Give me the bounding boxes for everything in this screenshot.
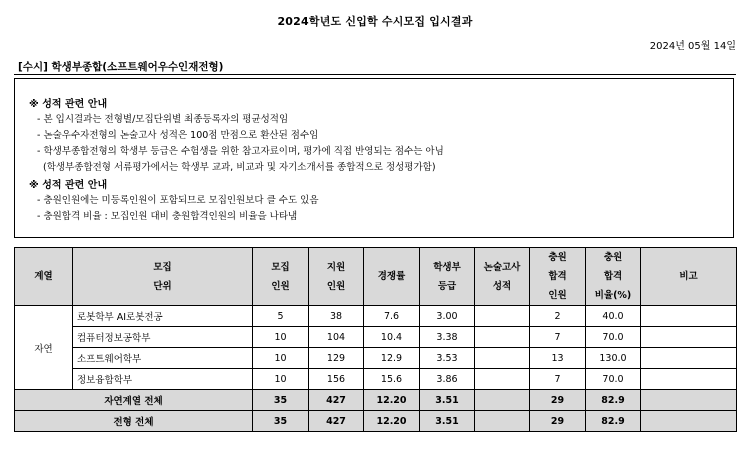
notice-line: - 학생부종합전형의 학생부 등급은 수험생을 위한 참고자료이며, 평가에 직접 반영되는 점수는 아님	[37, 146, 444, 157]
rate-cell: 130.0	[586, 348, 641, 369]
header-applicants: 지원 인원	[309, 248, 364, 306]
ratio-cell: 7.6	[364, 306, 420, 327]
notice-box	[14, 78, 734, 238]
quota-cell: 10	[253, 348, 309, 369]
quota-cell: 5	[253, 306, 309, 327]
added-cell: 29	[530, 390, 586, 411]
section-divider	[14, 74, 736, 75]
applicants-cell: 427	[309, 411, 364, 432]
grade-cell: 3.86	[420, 369, 475, 390]
quota-cell: 35	[253, 411, 309, 432]
total-label: 전형 전체	[15, 411, 253, 432]
remarks-cell	[641, 327, 737, 348]
subtotal-row	[15, 390, 737, 411]
notice-line: (학생부종합전형 서류평가에서는 학생부 교과, 비교과 및 자기소개서를 종합적으로 정성평가함)	[37, 162, 436, 173]
notice-line: - 논술우수자전형의 논술고사 성적은 100점 만점으로 환산된 점수임	[37, 130, 319, 141]
unit-cell: 정보융합학부	[73, 369, 253, 390]
added-cell: 29	[530, 411, 586, 432]
header-unit: 모집 단위	[73, 248, 253, 306]
essay-cell	[475, 390, 530, 411]
essay-cell	[475, 306, 530, 327]
grade-cell: 3.00	[420, 306, 475, 327]
table-row	[15, 306, 737, 327]
section-title: [수시] 학생부종합(소프트웨어우수인재전형)	[18, 61, 224, 73]
unit-cell: 소프트웨어학부	[73, 348, 253, 369]
notice-heading-2: ※ 성적 관련 안내	[29, 180, 108, 191]
essay-cell	[475, 348, 530, 369]
applicants-cell: 129	[309, 348, 364, 369]
added-cell: 2	[530, 306, 586, 327]
header-added: 충원 합격 인원	[530, 248, 586, 306]
rate-cell: 70.0	[586, 327, 641, 348]
rate-cell: 82.9	[586, 411, 641, 432]
remarks-cell	[641, 348, 737, 369]
grade-cell: 3.51	[420, 411, 475, 432]
essay-cell	[475, 327, 530, 348]
ratio-cell: 12.20	[364, 411, 420, 432]
quota-cell: 10	[253, 369, 309, 390]
notice-line: - 충원인원에는 미등록인원이 포함되므로 모집인원보다 클 수도 있음	[37, 195, 319, 206]
ratio-cell: 15.6	[364, 369, 420, 390]
applicants-cell: 156	[309, 369, 364, 390]
rate-cell: 70.0	[586, 369, 641, 390]
grade-cell: 3.51	[420, 390, 475, 411]
essay-cell	[475, 369, 530, 390]
report-date: 2024년 05월 14일	[649, 41, 736, 52]
notice-line: - 본 입시결과는 전형별/모집단위별 최종등록자의 평균성적임	[37, 114, 289, 125]
remarks-cell	[641, 306, 737, 327]
table-row	[15, 369, 737, 390]
table-header-row	[15, 248, 737, 306]
results-table	[14, 247, 737, 432]
applicants-cell: 427	[309, 390, 364, 411]
grade-cell: 3.53	[420, 348, 475, 369]
remarks-cell	[641, 390, 737, 411]
unit-cell: 로봇학부 AI로봇전공	[73, 306, 253, 327]
rate-cell: 82.9	[586, 390, 641, 411]
grade-cell: 3.38	[420, 327, 475, 348]
header-category: 계열	[15, 248, 73, 306]
header-rate: 충원 합격 비율(%)	[586, 248, 641, 306]
applicants-cell: 38	[309, 306, 364, 327]
essay-cell	[475, 411, 530, 432]
remarks-cell	[641, 369, 737, 390]
document-title: 2024학년도 신입학 수시모집 입시결과	[277, 15, 473, 28]
notice-line: - 충원합격 비율 : 모집인원 대비 충원합격인원의 비율을 나타냄	[37, 211, 298, 222]
added-cell: 7	[530, 327, 586, 348]
table-row	[15, 348, 737, 369]
added-cell: 13	[530, 348, 586, 369]
ratio-cell: 12.20	[364, 390, 420, 411]
subtotal-label: 자연계열 전체	[15, 390, 253, 411]
ratio-cell: 10.4	[364, 327, 420, 348]
ratio-cell: 12.9	[364, 348, 420, 369]
header-grade: 학생부 등급	[420, 248, 475, 306]
header-ratio: 경쟁률	[364, 248, 420, 306]
applicants-cell: 104	[309, 327, 364, 348]
table-row	[15, 327, 737, 348]
notice-heading-1: ※ 성적 관련 안내	[29, 99, 108, 110]
quota-cell: 35	[253, 390, 309, 411]
header-remarks: 비고	[641, 248, 737, 306]
header-essay: 논술고사 성적	[475, 248, 530, 306]
total-row	[15, 411, 737, 432]
added-cell: 7	[530, 369, 586, 390]
category-cell: 자연	[15, 306, 73, 390]
remarks-cell	[641, 411, 737, 432]
header-quota: 모집 인원	[253, 248, 309, 306]
rate-cell: 40.0	[586, 306, 641, 327]
unit-cell: 컴퓨터정보공학부	[73, 327, 253, 348]
quota-cell: 10	[253, 327, 309, 348]
